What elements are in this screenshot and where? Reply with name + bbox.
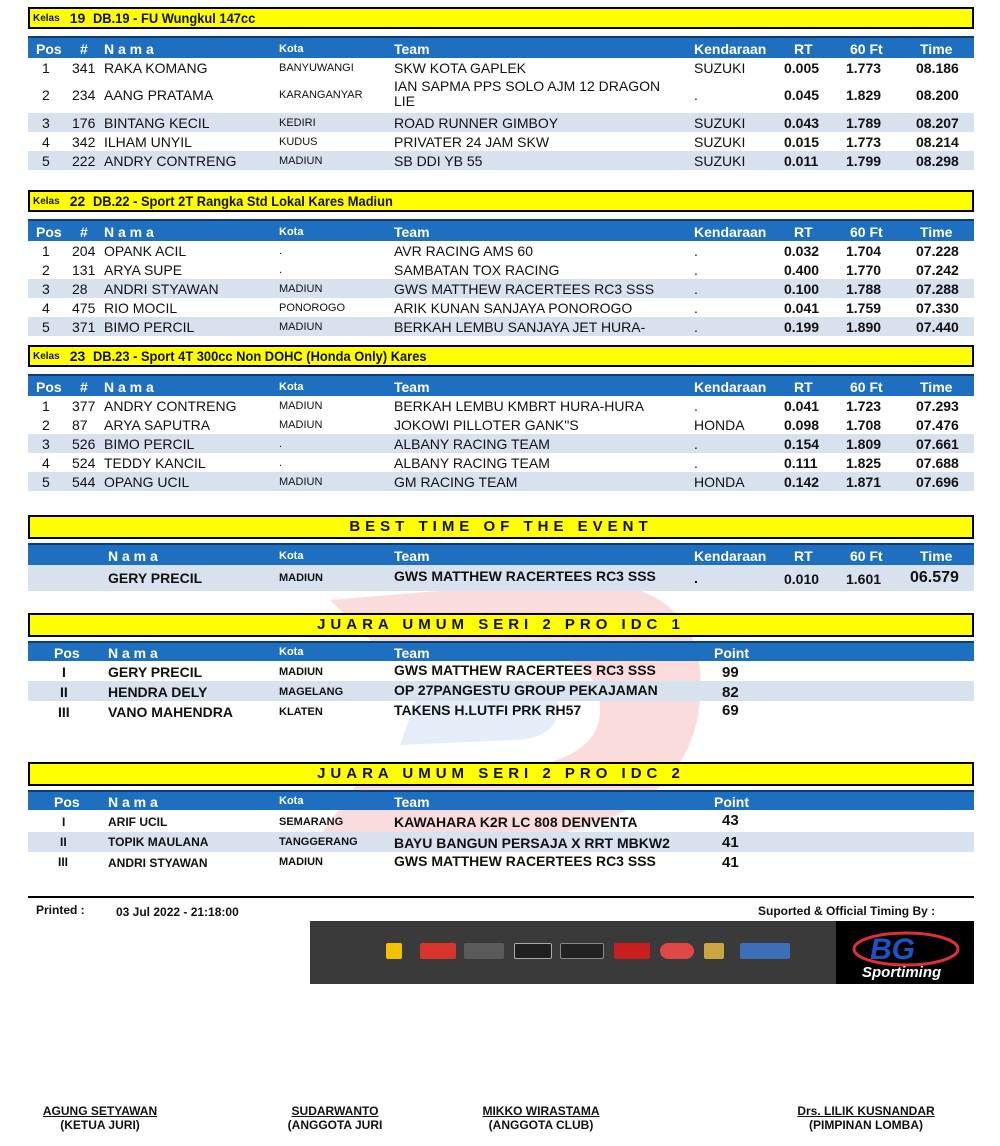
row-rt: 0.005 [784,60,820,76]
row-rt: 0.199 [784,319,820,335]
row-name: ILHAM UNYIL [104,134,192,150]
row-kendaraan: SUZUKI [694,134,746,150]
header-60ft: 60 Ft [850,41,883,57]
table-row [28,701,974,721]
row-kota: KUDUS [279,136,318,148]
row-name: TEDDY KANCIL [104,455,206,471]
row-name: ANDRY CONTRENG [104,153,237,169]
printed-label: Printed : [36,903,85,917]
header-kota: Kota [279,795,304,807]
row-no: 342 [72,134,96,150]
row-kota: KEDIRI [279,117,316,129]
header-kota: Kota [279,43,304,55]
signature-anggota-juri [272,1104,398,1132]
table-row [28,472,974,491]
table-header [28,790,974,810]
row-time: 07.288 [916,281,959,297]
row-name: BIMO PERCIL [104,436,195,452]
row-pos: 4 [42,300,50,316]
row-kota: MADIUN [279,321,323,333]
row-team: KAWAHARA K2R LC 808 DENVENTA [394,814,638,830]
row-name: HENDRA DELY [108,684,208,700]
table-header [28,641,974,661]
row-kota: MADIUN [279,400,323,412]
row-name: OPANK ACIL [104,243,187,259]
juara-banner: JUARA UMUM SERI 2 PRO IDC 1 [28,613,974,637]
class-section-22 [28,190,974,336]
row-no: 377 [72,398,96,414]
row-rt: 0.100 [784,281,820,297]
row-no: 341 [72,60,96,76]
table-row [28,810,974,832]
class-number: 22 [69,193,86,209]
signature-anggota-club [466,1104,616,1132]
row-name: ANDRI STYAWAN [108,856,208,870]
header-60ft: 60 Ft [850,548,883,564]
row-team: GM RACING TEAM [394,474,518,490]
row-time: 07.330 [916,300,959,316]
row-kendaraan: SUZUKI [694,115,746,131]
row-pos: I [62,815,66,829]
class-number: 19 [69,10,86,26]
printed-date: 03 Jul 2022 - 21:18:00 [116,905,239,919]
row-no: 131 [72,262,96,278]
header-kendaraan: Kendaraan [694,224,767,240]
row-no: 371 [72,319,96,335]
row-60ft: 1.773 [846,60,882,76]
row-name: ANDRI STYAWAN [104,281,219,297]
row-rt: 0.043 [784,115,820,131]
row-time: 07.242 [916,262,959,278]
row-kendaraan: . [694,455,698,471]
table-header [28,219,974,241]
row-kota: MADIUN [279,476,323,488]
table-row [28,58,974,77]
row-pos: 4 [42,134,50,150]
signature-name: SUDARWANTO [291,1104,379,1118]
row-name: ARIF UCIL [108,815,168,829]
table-row [28,415,974,434]
row-name: GERY PRECIL [108,664,203,680]
header-rt: RT [794,224,813,240]
header-kota: Kota [279,646,304,658]
row-kota: BANYUWANGI [279,62,354,74]
row-point: 69 [722,702,739,719]
sportiming-graphic [836,921,974,984]
table-row [28,317,974,336]
supported-text: Suported & Official Timing By : [758,904,936,918]
kelas-label: Kelas [33,195,60,207]
row-kota: MADIUN [279,419,323,431]
row-kota: KLATEN [279,706,323,718]
row-team: PRIVATER 24 JAM SKW [394,134,550,150]
table-header [28,36,974,58]
class-title: DB.23 - Sport 4T 300cc Non DOHC (Honda Only) Kares [93,348,427,364]
row-no: 544 [72,474,96,490]
signature-role: (ANGGOTA JURI [287,1118,383,1132]
row-point: 41 [722,854,739,871]
table-header [28,543,974,565]
row-name: BINTANG KECIL [104,115,210,131]
row-pos: III [58,704,70,720]
row-time: 07.661 [916,436,959,452]
kelas-label: Kelas [33,12,60,24]
row-team: IAN SAPMA PPS SOLO AJM 12 DRAGON LIE [394,78,661,109]
signature-name: Drs. LILIK KUSNANDAR [797,1104,935,1118]
header-kota: Kota [279,381,304,393]
row-time: 08.214 [916,134,959,150]
row-team: OP 27PANGESTU GROUP PEKAJAMAN [394,682,658,698]
header-time: Time [920,224,953,240]
header-team: Team [394,41,430,57]
row-kendaraan: . [694,300,698,316]
header-point: Point [714,794,749,810]
row-time: 08.200 [916,87,959,103]
row-pos: II [60,835,67,849]
class-title-bar [28,345,974,367]
row-kota: TANGGERANG [279,836,358,848]
row-60ft: 1.773 [846,134,882,150]
row-pos: 1 [42,60,50,76]
row-60ft: 1.704 [846,243,882,259]
row-pos: 2 [42,87,50,103]
row-kota: KARANGANYAR [279,89,363,101]
kelas-label: Kelas [33,350,60,362]
header-pos: Pos [54,645,80,661]
row-no: 222 [72,153,96,169]
header-no: # [80,224,88,240]
header-rt: RT [794,548,813,564]
table-row [28,113,974,132]
header-team: Team [394,645,430,661]
row-no: 524 [72,455,96,471]
row-rt: 0.032 [784,243,820,259]
header-team: Team [394,379,430,395]
row-name: VANO MAHENDRA [108,704,233,720]
row-team: SAMBATAN TOX RACING [394,262,560,278]
row-team: SB DDI YB 55 [394,153,483,169]
header-pos: Pos [36,41,62,57]
sponsor-logo [740,943,790,959]
row-name: ANDRY CONTRENG [104,398,237,414]
row-60ft: 1.829 [846,87,882,103]
row-point: 82 [722,684,739,701]
class-title: DB.22 - Sport 2T Rangka Std Lokal Kares Madiun [93,193,394,209]
row-kendaraan: SUZUKI [694,153,746,169]
header-rt: RT [794,379,813,395]
header-team: Team [394,794,430,810]
juara-banner: JUARA UMUM SERI 2 PRO IDC 2 [28,762,974,786]
row-rt: 0.142 [784,474,820,490]
row-60ft: 1.799 [846,153,882,169]
row-pos: 3 [42,115,50,131]
table-row [28,661,974,681]
row-rt: 0.011 [784,153,819,169]
table-row [28,77,974,113]
header-pos: Pos [36,379,62,395]
header-name: N a m a [108,645,158,661]
row-team: ALBANY RACING TEAM [394,455,550,471]
signature-ketua-juri [30,1104,170,1132]
row-kendaraan: . [694,436,698,452]
row-team: GWS MATTHEW RACERTEES RC3 SSS [394,281,655,297]
row-name: TOPIK MAULANA [108,835,209,849]
row-60ft: 1.788 [846,281,882,297]
row-rt: 0.015 [784,134,820,150]
row-pos: 4 [42,455,50,471]
row-kendaraan: . [694,281,698,297]
row-60ft: 1.789 [846,115,882,131]
row-kota: MADIUN [279,283,323,295]
header-pos: Pos [36,224,62,240]
row-kendaraan: . [694,570,698,586]
row-60ft: 1.601 [846,571,882,587]
row-kendaraan: . [694,243,698,259]
row-60ft: 1.708 [846,417,882,433]
table-header [28,374,974,396]
class-section-19 [28,7,974,170]
row-name: RIO MOCIL [104,300,178,316]
row-kota: . [279,264,283,276]
sponsor-logo [464,943,504,959]
best-time-row [28,565,974,591]
best-time-banner: BEST TIME OF THE EVENT [28,515,974,539]
row-pos: I [62,664,66,680]
footer-divider [28,896,974,898]
table-row [28,241,974,260]
row-team: JOKOWI PILLOTER GANK"S [394,417,579,433]
row-pos: 1 [42,243,50,259]
row-kendaraan: HONDA [694,417,745,433]
row-kendaraan: HONDA [694,474,745,490]
row-no: 28 [72,281,88,297]
row-team: SKW KOTA GAPLEK [394,60,527,76]
row-kota: . [279,245,283,257]
row-name: RAKA KOMANG [104,60,208,76]
class-title-bar [28,7,974,29]
row-time: 08.298 [916,153,959,169]
row-kendaraan: . [694,87,698,103]
row-60ft: 1.825 [846,455,882,471]
row-kendaraan: . [694,398,698,414]
row-kota: SEMARANG [279,816,344,828]
row-team: GWS MATTHEW RACERTEES RC3 SSS [394,568,656,584]
row-kota: MADIUN [279,666,323,678]
sponsor-logo [420,943,456,959]
row-name: BIMO PERCIL [104,319,195,335]
row-no: 475 [72,300,96,316]
table-row [28,132,974,151]
row-no: 176 [72,115,96,131]
header-time: Time [920,41,953,57]
row-pos: 2 [42,417,50,433]
header-rt: RT [794,41,813,57]
header-team: Team [394,548,430,564]
sponsor-logo [704,943,724,959]
row-team: BERKAH LEMBU SANJAYA JET HURA- [394,319,646,335]
header-name: N a m a [108,548,158,564]
row-time: 07.440 [916,319,959,335]
row-time: 07.476 [916,417,959,433]
row-time: 07.696 [916,474,959,490]
row-time: 08.207 [916,115,959,131]
row-pos: 1 [42,398,50,414]
row-pos: 5 [42,474,50,490]
row-team: ROAD RUNNER GIMBOY [394,115,559,131]
row-point: 99 [722,664,739,681]
row-no: 526 [72,436,96,452]
signature-role: (ANGGOTA CLUB) [488,1118,594,1132]
header-pos: Pos [54,794,80,810]
row-kendaraan: SUZUKI [694,60,746,76]
signature-role: (PIMPINAN LOMBA) [809,1118,923,1132]
header-point: Point [714,645,749,661]
table-row [28,434,974,453]
row-team: TAKENS H.LUTFI PRK RH57 [394,702,582,718]
row-name: GERY PRECIL [108,570,203,586]
row-time: 07.228 [916,243,959,259]
row-rt: 0.041 [784,398,820,414]
header-time: Time [920,548,953,564]
table-row [28,260,974,279]
row-name: AANG PRATAMA [104,87,214,103]
header-kota: Kota [279,550,304,562]
header-name: N a m a [104,41,154,57]
row-point: 41 [722,834,739,851]
header-team: Team [394,224,430,240]
row-kendaraan: . [694,319,698,335]
class-title: DB.19 - FU Wungkul 147cc [93,10,256,26]
row-time: 06.579 [910,569,959,586]
row-time: 07.688 [916,455,959,471]
row-pos: III [58,855,69,869]
header-name: N a m a [104,379,154,395]
row-kota: MADIUN [279,155,323,167]
header-name: N a m a [104,224,154,240]
row-rt: 0.045 [784,87,820,103]
row-time: 08.186 [916,60,959,76]
table-row [28,396,974,415]
class-title-bar [28,190,974,212]
header-kota: Kota [279,226,304,238]
row-name: ARYA SUPE [104,262,183,278]
row-kota: . [279,438,283,450]
sportiming-bg-text: BG [870,933,915,966]
header-60ft: 60 Ft [850,379,883,395]
row-pos: 3 [42,281,50,297]
row-pos: 2 [42,262,50,278]
header-name: N a m a [108,794,158,810]
row-point: 43 [722,812,739,829]
row-kota: PONOROGO [279,302,346,314]
row-team: GWS MATTHEW RACERTEES RC3 SSS [394,853,656,869]
row-team: BAYU BANGUN PERSAJA X RRT MBKW2 [394,835,670,851]
row-team: ARIK KUNAN SANJAYA PONOROGO [394,300,633,316]
signature-pimpinan-lomba [786,1104,946,1132]
class-number: 23 [69,348,86,364]
row-60ft: 1.770 [846,262,882,278]
header-kendaraan: Kendaraan [694,548,767,564]
sponsor-logo [514,943,552,959]
row-team: AVR RACING AMS 60 [394,243,534,259]
header-kendaraan: Kendaraan [694,379,767,395]
sponsor-logo [614,943,650,959]
row-60ft: 1.890 [846,319,882,335]
row-rt: 0.010 [784,571,820,587]
signature-name: AGUNG SETYAWAN [42,1104,158,1118]
row-kota: . [279,457,283,469]
table-row [28,151,974,170]
signature-role: (KETUA JURI) [60,1118,140,1132]
row-kota: MADIUN [279,856,323,868]
row-60ft: 1.871 [846,474,882,490]
juara-idc2-section [28,762,974,872]
table-row [28,453,974,472]
sportiming-logo [836,921,974,984]
row-rt: 0.041 [784,300,820,316]
sponsor-logo [560,943,604,959]
header-kendaraan: Kendaraan [694,41,767,57]
row-pos: II [60,684,68,700]
table-row [28,681,974,701]
row-rt: 0.098 [784,417,820,433]
header-no: # [80,41,88,57]
row-pos: 3 [42,436,50,452]
row-time: 07.293 [916,398,959,414]
table-row [28,279,974,298]
row-rt: 0.111 [784,455,818,471]
row-no: 87 [72,417,88,433]
row-rt: 0.154 [784,436,820,452]
class-section-23 [28,345,974,491]
row-team: ALBANY RACING TEAM [394,436,550,452]
row-team: BERKAH LEMBU KMBRT HURA-HURA [394,398,644,414]
table-row [28,298,974,317]
header-60ft: 60 Ft [850,224,883,240]
row-pos: 5 [42,153,50,169]
header-time: Time [920,379,953,395]
table-row [28,852,974,872]
table-row [28,832,974,852]
row-no: 234 [72,87,96,103]
row-60ft: 1.809 [846,436,882,452]
row-60ft: 1.759 [846,300,882,316]
row-name: ARYA SAPUTRA [104,417,211,433]
row-no: 204 [72,243,96,259]
row-60ft: 1.723 [846,398,882,414]
row-kendaraan: . [694,262,698,278]
best-time-section [28,515,974,591]
signature-name: MIKKO WIRASTAMA [482,1104,600,1118]
juara-idc1-section [28,613,974,721]
sponsor-logo [386,943,402,959]
row-kota: MADIUN [279,572,323,584]
row-team: GWS MATTHEW RACERTEES RC3 SSS [394,662,656,678]
row-name: OPANG UCIL [104,474,190,490]
row-kota: MAGELANG [279,686,344,698]
row-pos: 5 [42,319,50,335]
sportiming-name-text: Sportiming [862,964,942,981]
header-no: # [80,379,88,395]
sponsor-logo [660,943,694,959]
row-rt: 0.400 [784,262,820,278]
